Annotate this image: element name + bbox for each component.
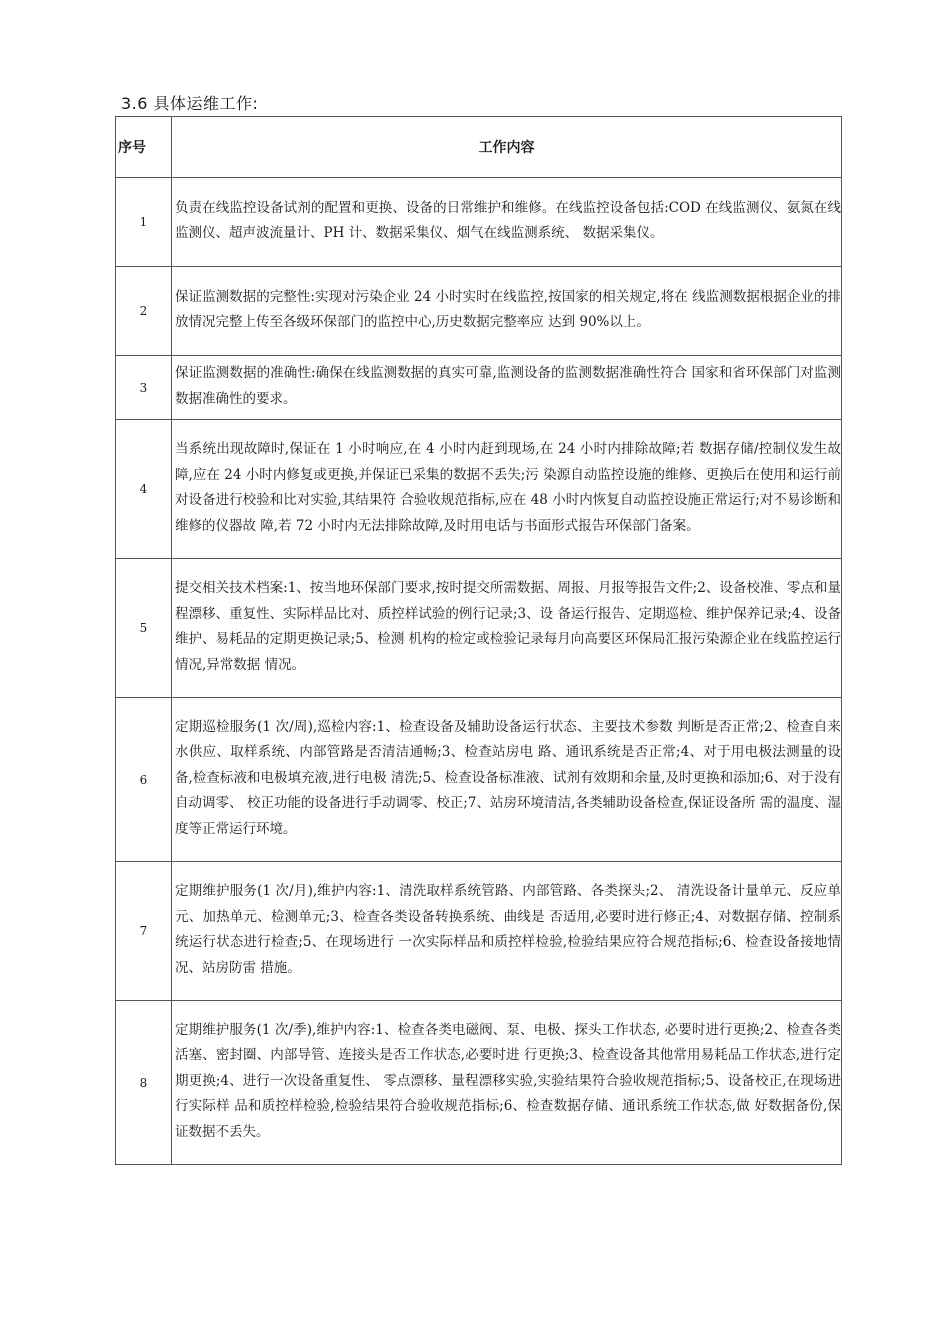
table-row (116, 356, 842, 420)
row-content: 定期维护服务(1 次/季),维护内容:1、检查各类电磁阀、泵、电极、探头工作状态, 必要时进行更换;2、检查各类活塞、密封圈、内部导管、连接头是否工作状态,必要时进 行更换;3、检查设备其他常用易耗品工作状态,进行定期更换;4、进行一次设备重复性、 零点漂移、量程漂移实验,实验结果符合验收规范指标;5、设备校正,在现场进行实际样 品和质控样检验,检验结果符合验收规范指标;6、检查数据存储、通讯系统工作状态,做 好数据备份,保证数据不丢失。 (172, 1001, 842, 1165)
row-content: 定期维护服务(1 次/月),维护内容:1、清洗取样系统管路、内部管路、各类探头;2、 清洗设备计量单元、反应单元、加热单元、检测单元;3、检查各类设备转换系统、曲线是 否适用,必要时进行修正;4、对数据存储、控制系统运行状态进行检查;5、在现场进行 一次实际样品和质控样检验,检验结果应符合规范指标;6、检查设备接地情况、站房防雷 措施。 (172, 862, 842, 1001)
row-content: 保证监测数据的完整性:实现对污染企业 24 小时实时在线监控,按国家的相关规定,将在 线监测数据根据企业的排放情况完整上传至各级环保部门的监控中心,历史数据完整率应 达到 90%以上。 (172, 267, 842, 356)
table-row (116, 559, 842, 698)
header-serial-number: 序号 (116, 117, 172, 178)
row-number: 7 (116, 862, 172, 1001)
table-row (116, 420, 842, 559)
row-number: 3 (116, 356, 172, 420)
table-header-row (116, 117, 842, 178)
row-content: 定期巡检服务(1 次/周),巡检内容:1、检查设备及辅助设备运行状态、主要技术参数 判断是否正常;2、检查自来水供应、取样系统、内部管路是否清洁通畅;3、检查站房电 路、通讯系统是否正常;4、对于用电极法测量的设备,检查标液和电极填充液,进行电极 清洗;5、检查设备标准液、试剂有效期和余量,及时更换和添加;6、对于没有自动调零、 校正功能的设备进行手动调零、校正;7、站房环境清洁,各类辅助设备检查,保证设备所 需的温度、湿度等正常运行环境。 (172, 698, 842, 862)
row-number: 4 (116, 420, 172, 559)
header-work-content: 工作内容 (172, 117, 842, 178)
row-number: 2 (116, 267, 172, 356)
row-content: 负责在线监控设备试剂的配置和更换、设备的日常维护和维修。在线监控设备包括:COD 在线监测仪、氨氮在线监测仪、超声波流量计、PH 计、数据采集仪、烟气在线监测系统、 数据采集仪。 (172, 178, 842, 267)
section-heading: 3.6 具体运维工作: (121, 94, 259, 113)
maintenance-table (115, 116, 842, 1165)
table-row (116, 178, 842, 267)
row-number: 1 (116, 178, 172, 267)
row-content: 保证监测数据的准确性:确保在线监测数据的真实可靠,监测设备的监测数据准确性符合 国家和省环保部门对监测数据准确性的要求。 (172, 356, 842, 420)
table-row (116, 267, 842, 356)
row-number: 6 (116, 698, 172, 862)
row-number: 8 (116, 1001, 172, 1165)
table-row (116, 862, 842, 1001)
row-number: 5 (116, 559, 172, 698)
table-row (116, 698, 842, 862)
table-row (116, 1001, 842, 1165)
row-content: 提交相关技术档案:1、按当地环保部门要求,按时提交所需数据、周报、月报等报告文件;2、设备校准、零点和量程漂移、重复性、实际样品比对、质控样试验的例行记录;3、设 备运行报告、定期巡检、维护保养记录;4、设备维护、易耗品的定期更换记录;5、检测 机构的检定或检验记录每月向高要区环保局汇报污染源企业在线监控运行情况,异常数据 情况。 (172, 559, 842, 698)
row-content: 当系统出现故障时,保证在 1 小时响应,在 4 小时内赶到现场,在 24 小时内排除故障;若 数据存储/控制仪发生故障,应在 24 小时内修复或更换,并保证已采集的数据不丢失;污 染源自动监控设施的维修、更换后在使用和运行前对设备进行校验和比对实验,其结果符 合验收规范指标,应在 48 小时内恢复自动监控设施正常运行;对不易诊断和维修的仪器故 障,若 72 小时内无法排除故障,及时用电话与书面形式报告环保部门备案。 (172, 420, 842, 559)
